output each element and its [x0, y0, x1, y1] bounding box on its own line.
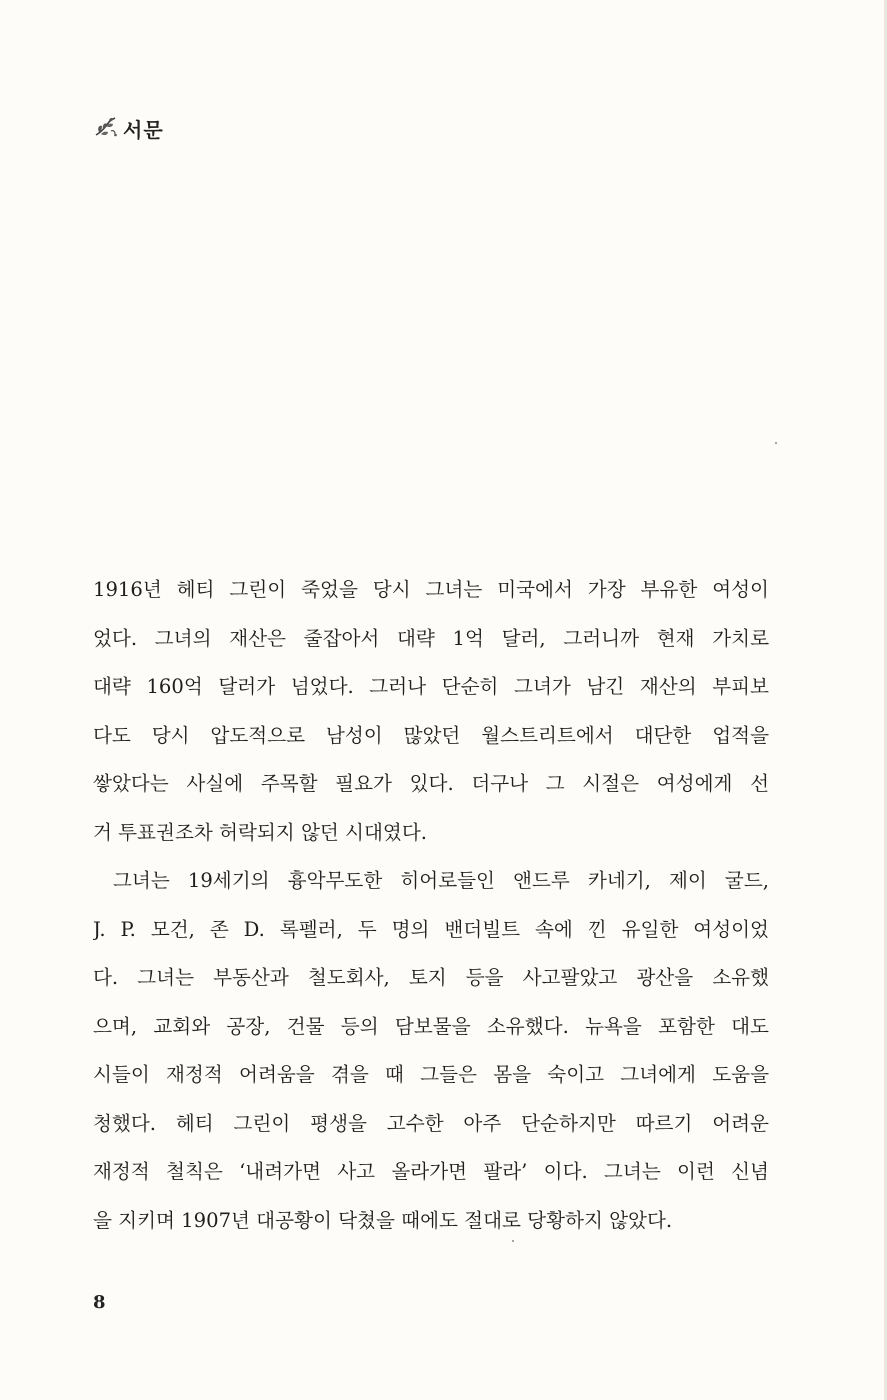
text-line: 재정적 철칙은 ‘내려가면 사고 올라가면 팔라’ 이다. 그녀는 이런 신념: [93, 1160, 769, 1183]
paper-speck: [512, 1240, 514, 1242]
paragraph-1: [93, 566, 769, 857]
paper-speck: [775, 442, 777, 444]
text-line: 었다. 그녀의 재산은 줄잡아서 대략 1억 달러, 그러니까 현재 가치로: [93, 626, 769, 650]
text-line: 시들이 재정적 어려움을 겪을 때 그들은 몸을 숙이고 그녀에게 도움을: [93, 1063, 769, 1086]
text-line: 청했다. 헤티 그린이 평생을 고수한 아주 단순하지만 따르기 어려운: [93, 1111, 769, 1135]
body-text: [93, 566, 769, 1245]
text-line: 거 투표권조차 허락되지 않던 시대였다.: [93, 820, 427, 844]
text-line: 다. 그녀는 부동산과 철도회사, 토지 등을 사고팔았고 광산을 소유했: [93, 966, 769, 989]
section-title: 서문: [123, 117, 164, 142]
text-line: 다도 당시 압도적으로 남성이 많았던 월스트리트에서 대단한 업적을: [93, 723, 769, 747]
text-line: 1916년 헤티 그린이 죽었을 당시 그녀는 미국에서 가장 부유한 여성이: [93, 578, 769, 601]
leaf-sprig-icon: [93, 115, 119, 141]
text-line: 으며, 교회와 공장, 건물 등의 담보물을 소유했다. 뉴욕을 포함한 대도: [93, 1014, 769, 1038]
paragraph-2: [93, 857, 769, 1245]
section-heading: [93, 110, 164, 146]
text-line: 쌓았다는 사실에 주목할 필요가 있다. 더구나 그 시절은 여성에게 선: [93, 772, 769, 795]
page-number: 8: [93, 1292, 106, 1313]
text-line: 그녀는 19세기의 흉악무도한 히어로들인 앤드루 카네기, 제이 굴드,: [113, 869, 769, 892]
text-line: J. P. 모건, 존 D. 록펠러, 두 명의 밴더빌트 속에 낀 유일한 여성이었: [93, 917, 769, 941]
text-line: 을 지키며 1907년 대공황이 닥쳤을 때에도 절대로 당황하지 않았다.: [93, 1208, 673, 1232]
text-line: 대략 160억 달러가 넘었다. 그러나 단순히 그녀가 남긴 재산의 부피보: [93, 675, 769, 698]
